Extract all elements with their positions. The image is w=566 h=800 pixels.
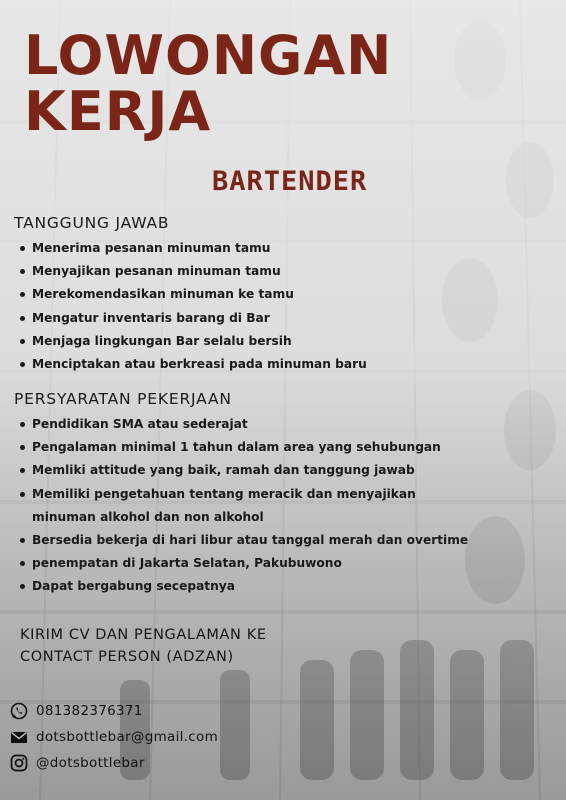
list-item-continuation: minuman alkohol dan non alkohol bbox=[32, 509, 264, 524]
contact-email[interactable] bbox=[10, 728, 218, 746]
requirements-list bbox=[20, 413, 468, 599]
list-item: Memiliki pengetahuan tentang meracik dan menyajikan bbox=[20, 483, 468, 506]
list-item: Pendidikan SMA atau sederajat bbox=[20, 413, 468, 436]
poster-title bbox=[24, 24, 393, 143]
list-item: Memliki attitude yang baik, ramah dan tanggung jawab bbox=[20, 459, 468, 482]
email-address: dotsbottlebar@gmail.com bbox=[36, 729, 219, 745]
list-item: Merekomendasikan minuman ke tamu bbox=[20, 283, 367, 306]
title-line-2: KERJA bbox=[24, 80, 212, 143]
list-item: Menciptakan atau berkreasi pada minuman baru bbox=[20, 353, 367, 376]
instagram-icon bbox=[10, 754, 28, 772]
list-item: penempatan di Jakarta Selatan, Pakubuwono bbox=[20, 552, 468, 575]
responsibilities-heading: TANGGUNG JAWAB bbox=[14, 214, 170, 232]
cta-line-2: CONTACT PERSON (ADZAN) bbox=[20, 649, 234, 665]
contact-whatsapp[interactable] bbox=[10, 702, 143, 720]
application-instructions bbox=[20, 624, 267, 668]
whatsapp-icon bbox=[10, 702, 28, 720]
list-item: Bersedia bekerja di hari libur atau tanggal merah dan overtime bbox=[20, 529, 468, 552]
instagram-handle: @dotsbottlebar bbox=[36, 755, 145, 771]
list-item: Menjaga lingkungan Bar selalu bersih bbox=[20, 330, 367, 353]
list-item: Menyajikan pesanan minuman tamu bbox=[20, 260, 367, 283]
list-item: Dapat bergabung secepatnya bbox=[20, 575, 468, 598]
cta-line-1: KIRIM CV DAN PENGALAMAN KE bbox=[20, 627, 267, 643]
list-item: Menerima pesanan minuman tamu bbox=[20, 237, 367, 260]
list-item: Mengatur inventaris barang di Bar bbox=[20, 307, 367, 330]
title-line-1: LOWONGAN bbox=[24, 24, 393, 87]
responsibilities-list bbox=[20, 237, 367, 376]
requirements-heading: PERSYARATAN PEKERJAAN bbox=[14, 390, 232, 408]
contact-instagram[interactable] bbox=[10, 754, 145, 772]
list-item: Pengalaman minimal 1 tahun dalam area yang sehubungan bbox=[20, 436, 468, 459]
email-icon bbox=[10, 728, 28, 746]
whatsapp-number: 081382376371 bbox=[36, 703, 143, 719]
job-position: BARTENDER bbox=[212, 166, 368, 197]
